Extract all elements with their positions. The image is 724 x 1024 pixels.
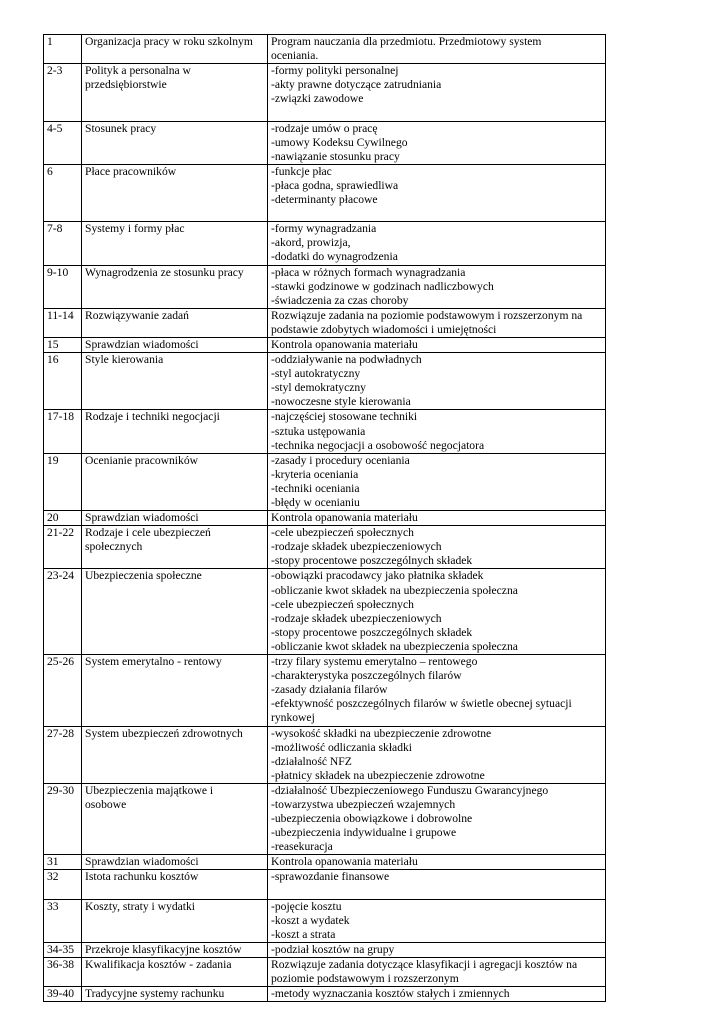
lesson-number-cell: 19 <box>44 453 82 510</box>
topic-cell <box>82 855 268 870</box>
content-line: -towarzystwa ubezpieczeń wzajemnych <box>271 797 456 811</box>
topic-cell <box>82 899 268 942</box>
lesson-number-cell: 23-24 <box>44 569 82 655</box>
topic-cell <box>82 121 268 164</box>
topic-cell <box>82 987 268 1002</box>
content-cell <box>268 64 606 121</box>
lesson-number-cell: 29-30 <box>44 783 82 854</box>
topic-line: Płace pracowników <box>85 164 177 178</box>
topic-cell <box>82 942 268 957</box>
content-line: -obliczanie kwot składek na ubezpieczenia społeczna <box>271 639 518 653</box>
topic-line: Sprawdzian wiadomości <box>85 855 199 869</box>
content-line: -umowy Kodeksu Cywilnego <box>271 135 408 149</box>
topic-cell <box>82 410 268 453</box>
lesson-number-cell: 31 <box>44 855 82 870</box>
table-row <box>44 121 606 164</box>
topic-line: Kwalifikacja kosztów - zadania <box>85 958 232 971</box>
topic-cell <box>82 64 268 121</box>
table-row <box>44 410 606 453</box>
content-line <box>271 207 603 221</box>
content-line: rynkowej <box>271 711 315 725</box>
topic-line: Style kierowania <box>85 353 164 367</box>
topic-line: przedsiębiorstwie <box>85 78 167 92</box>
topic-line: Koszty, straty i wydatki <box>85 899 196 913</box>
content-line: -ubezpieczenia indywidualne i grupowe <box>271 826 457 840</box>
content-line: oceniania. <box>271 49 319 63</box>
content-cell <box>268 855 606 870</box>
content-line: -koszt a strata <box>271 927 336 941</box>
table-row <box>44 855 606 870</box>
topic-cell <box>82 726 268 783</box>
table-row <box>44 526 606 569</box>
topic-line: osobowe <box>85 797 127 811</box>
table-row <box>44 453 606 510</box>
content-cell <box>268 987 606 1002</box>
curriculum-table-body <box>44 35 606 1002</box>
topic-cell <box>82 569 268 655</box>
content-cell <box>268 870 606 899</box>
topic-line: Rodzaje i cele ubezpieczeń <box>85 526 211 540</box>
content-line: -obowiązki pracodawcy jako płatnika składek <box>271 569 484 583</box>
lesson-number-cell: 16 <box>44 353 82 410</box>
content-cell <box>268 783 606 854</box>
lesson-number-cell: 11-14 <box>44 308 82 337</box>
content-line: -koszt a wydatek <box>271 913 350 927</box>
lesson-number-cell: 34-35 <box>44 942 82 957</box>
content-line: -wysokość składki na ubezpieczenie zdrowotne <box>271 726 492 740</box>
lesson-number-cell: 17-18 <box>44 410 82 453</box>
document-page <box>43 34 605 1002</box>
table-row <box>44 870 606 899</box>
content-cell <box>268 35 606 64</box>
topic-line: Rozwiązywanie zadań <box>85 308 189 322</box>
lesson-number-cell: 15 <box>44 337 82 352</box>
topic-cell <box>82 511 268 526</box>
content-cell <box>268 958 606 987</box>
topic-line: Systemy i formy płac <box>85 222 185 236</box>
lesson-number-cell: 20 <box>44 511 82 526</box>
content-line: -styl autokratyczny <box>271 367 361 381</box>
topic-cell <box>82 308 268 337</box>
lesson-number-cell: 39-40 <box>44 987 82 1002</box>
content-line: -stawki godzinowe w godzinach nadliczbowych <box>271 279 494 293</box>
content-line: -działalność NFZ <box>271 754 352 768</box>
content-cell <box>268 164 606 221</box>
topic-line: Polityk a personalna w <box>85 64 191 78</box>
lesson-number-cell: 36-38 <box>44 958 82 987</box>
lesson-number-cell: 2-3 <box>44 64 82 121</box>
content-line: -płaca godna, sprawiedliwa <box>271 178 399 192</box>
content-line: -styl demokratyczny <box>271 381 366 395</box>
topic-cell <box>82 35 268 64</box>
table-row <box>44 783 606 854</box>
topic-cell <box>82 783 268 854</box>
table-row <box>44 64 606 121</box>
content-line: -trzy filary systemu emerytalno – rentowego <box>271 655 478 669</box>
content-line: -rodzaje umów o pracę <box>271 121 378 135</box>
content-cell <box>268 569 606 655</box>
content-line: Rozwiązuje zadania dotyczące klasyfikacji i agregacji kosztów na <box>271 958 578 971</box>
topic-line: Wynagrodzenia ze stosunku pracy <box>85 265 244 279</box>
content-line: Kontrola opanowania materiału <box>271 337 418 351</box>
content-line: -obliczanie kwot składek na ubezpieczenia społeczna <box>271 583 518 597</box>
content-cell <box>268 655 606 726</box>
content-line: -metody wyznaczania kosztów stałych i zmiennych <box>271 987 510 1001</box>
content-line: -cele ubezpieczeń społecznych <box>271 597 414 611</box>
content-cell <box>268 942 606 957</box>
content-line: -oddziaływanie na podwładnych <box>271 353 422 367</box>
topic-line: Sprawdzian wiadomości <box>85 511 199 525</box>
content-line: -zasady i procedury oceniania <box>271 453 410 467</box>
topic-cell <box>82 958 268 987</box>
table-row <box>44 569 606 655</box>
topic-cell <box>82 164 268 221</box>
content-line: -zasady działania filarów <box>271 683 388 697</box>
lesson-number-cell: 27-28 <box>44 726 82 783</box>
content-cell <box>268 337 606 352</box>
topic-line: Przekroje klasyfikacyjne kosztów <box>85 942 242 956</box>
content-cell <box>268 453 606 510</box>
content-line: -nawiązanie stosunku pracy <box>271 149 400 163</box>
table-row <box>44 726 606 783</box>
table-row <box>44 35 606 64</box>
content-line: -płaca w różnych formach wynagradzania <box>271 265 466 279</box>
content-cell <box>268 899 606 942</box>
topic-cell <box>82 337 268 352</box>
lesson-number-cell: 1 <box>44 35 82 64</box>
content-line: -dodatki do wynagrodzenia <box>271 250 398 264</box>
content-cell <box>268 222 606 265</box>
topic-line: Organizacja pracy w roku szkolnym <box>85 35 253 48</box>
content-cell <box>268 121 606 164</box>
content-line: -technika negocjacji a osobowość negocjatora <box>271 438 485 452</box>
content-line: -stopy procentowe poszczególnych składek <box>271 625 473 639</box>
lesson-number-cell: 32 <box>44 870 82 899</box>
content-line: -kryteria oceniania <box>271 467 359 481</box>
content-cell <box>268 726 606 783</box>
content-line: -akty prawne dotyczące zatrudniania <box>271 78 442 92</box>
lesson-number-cell: 7-8 <box>44 222 82 265</box>
topic-cell <box>82 353 268 410</box>
topic-line: Ubezpieczenia majątkowe i <box>85 783 214 797</box>
topic-line: Ocenianie pracowników <box>85 453 198 467</box>
content-line: podstawie zdobytych wiadomości i umiejętności <box>271 322 497 336</box>
content-line: -nowoczesne style kierowania <box>271 395 411 409</box>
topic-line: Sprawdzian wiadomości <box>85 337 199 351</box>
table-row <box>44 308 606 337</box>
content-line: -akord, prowizja, <box>271 236 351 250</box>
topic-line: System ubezpieczeń zdrowotnych <box>85 726 243 740</box>
content-line: -ubezpieczenia obowiązkowe i dobrowolne <box>271 812 473 826</box>
lesson-number-cell: 21-22 <box>44 526 82 569</box>
table-row <box>44 958 606 987</box>
table-row <box>44 164 606 221</box>
topic-cell <box>82 526 268 569</box>
lesson-number-cell: 9-10 <box>44 265 82 308</box>
content-line: -związki zawodowe <box>271 92 364 106</box>
content-cell <box>268 511 606 526</box>
content-line: Kontrola opanowania materiału <box>271 511 418 525</box>
topic-line: Stosunek pracy <box>85 121 157 135</box>
lesson-number-cell: 4-5 <box>44 121 82 164</box>
lesson-number-cell: 25-26 <box>44 655 82 726</box>
content-line: -cele ubezpieczeń społecznych <box>271 526 414 540</box>
content-line <box>271 885 603 899</box>
topic-line: społecznych <box>85 540 143 554</box>
content-line: -determinanty płacowe <box>271 193 378 207</box>
table-row <box>44 655 606 726</box>
content-line: -podział kosztów na grupy <box>271 942 395 956</box>
content-cell <box>268 265 606 308</box>
content-line: -sztuka ustępowania <box>271 424 366 438</box>
content-cell <box>268 410 606 453</box>
content-line: -możliwość odliczania składki <box>271 740 413 754</box>
content-line: -błędy w ocenianiu <box>271 496 360 509</box>
content-line: -świadczenia za czas choroby <box>271 293 409 307</box>
topic-line: Ubezpieczenia społeczne <box>85 569 202 583</box>
topic-line: System emerytalno - rentowy <box>85 655 222 669</box>
content-line: -formy polityki personalnej <box>271 64 399 78</box>
content-line: -funkcje płac <box>271 164 332 178</box>
content-line: -stopy procentowe poszczególnych składek <box>271 554 473 568</box>
content-line: -pojęcie kosztu <box>271 899 342 913</box>
topic-line: Istota rachunku kosztów <box>85 870 199 884</box>
table-row <box>44 222 606 265</box>
content-line: -płatnicy składek na ubezpieczenie zdrowotne <box>271 768 485 782</box>
table-row <box>44 511 606 526</box>
table-row <box>44 353 606 410</box>
content-line <box>271 106 603 120</box>
topic-cell <box>82 265 268 308</box>
table-row <box>44 987 606 1002</box>
topic-cell <box>82 655 268 726</box>
content-line: Program nauczania dla przedmiotu. Przedmiotowy system <box>271 35 542 48</box>
content-line: -formy wynagradzania <box>271 222 377 236</box>
content-line: Kontrola opanowania materiału <box>271 855 418 869</box>
table-row <box>44 265 606 308</box>
topic-cell <box>82 453 268 510</box>
topic-cell <box>82 222 268 265</box>
topic-cell <box>82 870 268 899</box>
content-line: -działalność Ubezpieczeniowego Funduszu Gwarancyjnego <box>271 783 549 797</box>
table-row <box>44 942 606 957</box>
lesson-number-cell: 6 <box>44 164 82 221</box>
content-line: poziomie podstawowym i rozszerzonym <box>271 972 459 986</box>
content-line: -najczęściej stosowane techniki <box>271 410 418 424</box>
curriculum-table <box>43 34 606 1002</box>
content-line: -efektywność poszczególnych filarów w świetle obecnej sytuacji <box>271 697 572 711</box>
content-line: Rozwiązuje zadania na poziomie podstawowym i rozszerzonym na <box>271 308 583 322</box>
table-row <box>44 899 606 942</box>
content-cell <box>268 308 606 337</box>
content-line: -rodzaje składek ubezpieczeniowych <box>271 611 442 625</box>
table-row <box>44 337 606 352</box>
topic-line: Rodzaje i techniki negocjacji <box>85 410 220 424</box>
topic-line: Tradycyjne systemy rachunku <box>85 987 225 1001</box>
lesson-number-cell: 33 <box>44 899 82 942</box>
content-line: -sprawozdanie finansowe <box>271 870 390 884</box>
content-line: -rodzaje składek ubezpieczeniowych <box>271 540 442 554</box>
content-line: -reasekuracja <box>271 840 333 854</box>
content-line: -charakterystyka poszczególnych filarów <box>271 669 462 683</box>
content-cell <box>268 526 606 569</box>
content-line: -techniki oceniania <box>271 481 360 495</box>
content-cell <box>268 353 606 410</box>
